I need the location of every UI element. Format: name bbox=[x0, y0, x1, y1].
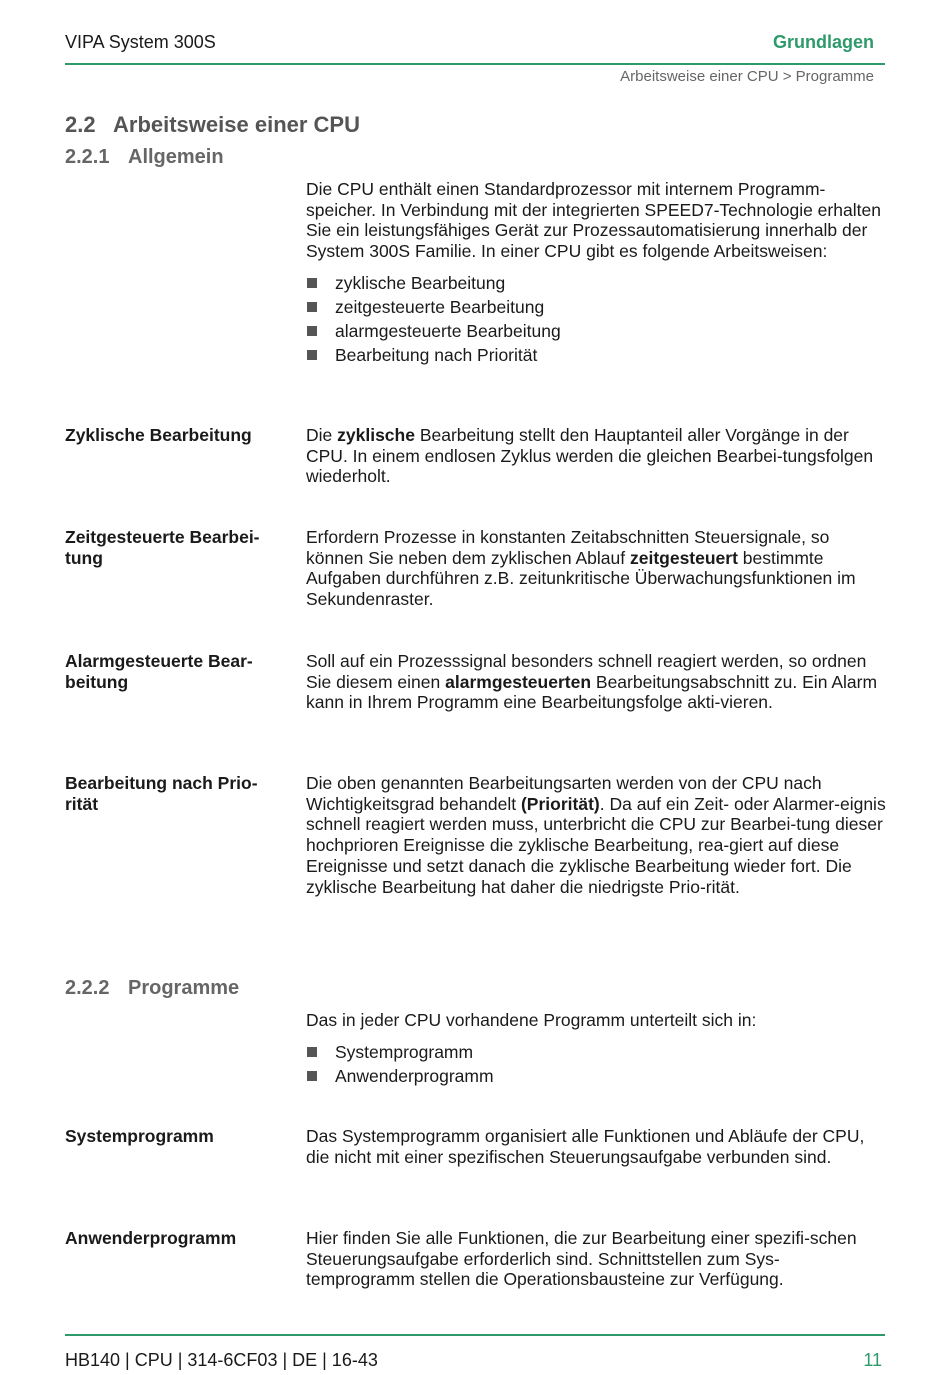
footer-doc-id: HB140 | CPU | 314-6CF03 | DE | 16-43 bbox=[65, 1350, 378, 1370]
subsection-number: 2.2.2 bbox=[65, 977, 110, 999]
text-run: Soll auf ein Prozesssignal besonders schnell reagiert werden, so ordnen Sie diesem einen bbox=[306, 651, 867, 692]
emphasis: zeitgesteuert bbox=[629, 547, 738, 568]
text-run: bestimmte Aufgaben durchführen z.B. zeitunkritische Überwachungsfunktionen im Sekundenraster. bbox=[306, 547, 856, 610]
text-run: Die bbox=[306, 425, 338, 445]
list-item: zeitgesteuerte Bearbeitung bbox=[306, 295, 886, 319]
subsection-title: Programme bbox=[128, 977, 240, 999]
list-item: alarmgesteuerte Bearbeitung bbox=[306, 319, 886, 343]
side-label-prio: Bearbeitung nach Prio-rität bbox=[65, 773, 258, 814]
list-item: Systemprogramm bbox=[306, 1040, 886, 1064]
list-item: Anwenderprogramm bbox=[306, 1064, 886, 1088]
text-run: Erfordern Prozesse in konstanten Zeitabschnitten Steuersignale, so können Sie neben dem zyklischen Ablauf bbox=[306, 527, 830, 568]
side-label-system: Systemprogramm bbox=[65, 1126, 214, 1146]
footer-divider bbox=[65, 1334, 885, 1336]
text-run: Die oben genannten Bearbeitungsarten werden von der CPU nach Wichtigkeitsgrad behandelt bbox=[306, 773, 822, 814]
subsection-number: 2.2.1 bbox=[65, 146, 110, 168]
intro-paragraph: Die CPU enthält einen Standardprozessor mit internem Programm-speicher. In Verbindung mit der integrierten SPEED7-Technologie erhalten Sie ein leistungsfähiges Gerät zur Prozessautomatisierung innerhalb der System 300S Familie. In einer CPU gibt es folgende Arbeitsweisen: bbox=[306, 179, 881, 262]
emphasis: zyklische bbox=[337, 425, 415, 445]
side-label-zyklisch: Zyklische Bearbeitung bbox=[65, 425, 252, 445]
header-divider bbox=[65, 63, 885, 65]
prio-paragraph bbox=[306, 773, 886, 897]
section-number: 2.2 bbox=[65, 112, 96, 137]
side-label-zeit: Zeitgesteuerte Bearbei-tung bbox=[65, 527, 260, 568]
subsection-heading-programme bbox=[65, 977, 239, 1000]
programme-block bbox=[306, 1010, 886, 1088]
list-item: Bearbeitung nach Priorität bbox=[306, 343, 886, 367]
zyklisch-paragraph bbox=[306, 425, 886, 487]
text-run: . Da auf ein Zeit- oder Alarmer-eignis schnell reagiert werden muss, unterbricht die CPU zur Bearbei-tung dieser hochprioren Ereignisse die zyklische Bearbeitung, rea-giert auf diese Ereignisse und setzt danach die zyklische Bearbeitung wieder fort. Die zyklische Bearbeitung hat daher die niedrigste Prio-rität. bbox=[306, 793, 886, 897]
section-heading bbox=[65, 112, 360, 138]
intro-block bbox=[306, 179, 886, 367]
section-title: Arbeitsweise einer CPU bbox=[113, 112, 360, 137]
page-number: 11 bbox=[863, 1350, 882, 1370]
zeit-paragraph bbox=[306, 527, 886, 610]
list-item: zyklische Bearbeitung bbox=[306, 271, 886, 295]
side-label-anwender: Anwenderprogramm bbox=[65, 1228, 237, 1248]
text-run: Bearbeitung stellt den Hauptanteil aller Vorgänge in der CPU. In einem endlosen Zyklus werden die gleichen Bearbei-tungsfolgen wiederholt. bbox=[306, 425, 874, 487]
header-chapter: Grundlagen bbox=[772, 32, 874, 52]
programme-list bbox=[306, 1040, 886, 1088]
breadcrumb: Arbeitsweise einer CPU > Programme bbox=[620, 68, 874, 85]
subsection-heading-allgemein bbox=[65, 146, 224, 169]
alarm-paragraph bbox=[306, 651, 886, 713]
programme-paragraph: Das in jeder CPU vorhandene Programm unterteilt sich in: bbox=[306, 1010, 757, 1030]
subsection-title: Allgemein bbox=[128, 146, 224, 168]
side-label-alarm: Alarmgesteuerte Bear-beitung bbox=[65, 651, 253, 692]
header-title: VIPA System 300S bbox=[65, 32, 216, 52]
system-paragraph: Das Systemprogramm organisiert alle Funktionen und Abläufe der CPU, die nicht mit einer spezifischen Steuerungsaufgabe verbunden sind. bbox=[306, 1126, 865, 1167]
emphasis: alarmgesteuerten bbox=[445, 671, 592, 692]
mode-list bbox=[306, 271, 886, 367]
text-run: Bearbeitungsabschnitt zu. Ein Alarm kann in Ihrem Programm eine Bearbeitungsfolge akti-vieren. bbox=[306, 671, 878, 713]
emphasis: (Priorität) bbox=[520, 793, 600, 814]
anwender-paragraph: Hier finden Sie alle Funktionen, die zur Bearbeitung einer spezifi-schen Steuerungsaufgabe erforderlich sind. Schnittstellen zum Sys-temprogramm stellen die Operationsbausteine zur Verfügung. bbox=[306, 1228, 857, 1290]
